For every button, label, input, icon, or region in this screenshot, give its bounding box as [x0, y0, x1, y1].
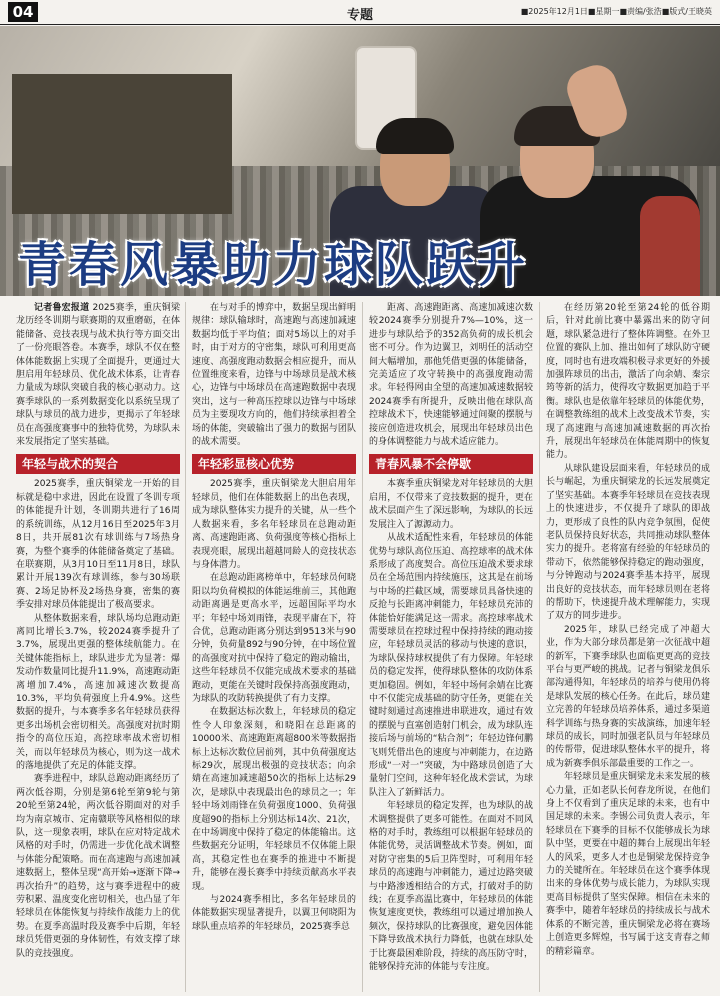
paragraph: 从整体数据来看，球队场均总跑动距离同比增长3.7%，较2024赛季提升了3.7%，展现出更强的整体续航能力。在关键体能指标上，球队进步尤为显著：爆发动作数量同比提升11.9%，高速跑动距离增加7.4%，高速加减速次数提高10.3%，平均负荷强度上升4.9%。这些数据的提升，与本赛季多名年轻球员获得更多出场机会密切相关。高强度对抗时期指令的高位压迫，高控球率战术密切相关，而以年轻球员为核心，则为这一战术的落地提供了充足的体能支撑。 — [16, 613, 180, 771]
paragraph: 2025赛季，重庆铜梁龙一开始的目标就是稳中求进，因此在设置了冬训专项的体能提升计划，冬训期共进行了16周的系统训练，从12月16日至2025年3月8日，共开展81次有球训练与7场热身赛，为整个赛季的体能储备奠定了基础。在联赛期，从3月10日至11月8日，球队累计开展139次有球训练，参与30场联赛、2场足协杯及2场热身赛，密集的赛季安排对球员体能提出了极高要求。 — [16, 479, 180, 611]
page-number: 04 — [8, 2, 38, 22]
paragraph: 与2024赛季相比，多名年轻球员的体能数据实现显著提升，以翼卫何晓阳为球队重点培养的年轻球员，2025赛季总 — [192, 895, 356, 932]
subheading: 年轻与战术的契合 — [16, 454, 180, 474]
article-column-4 — [546, 302, 710, 959]
paragraph: 2025赛季，重庆铜梁龙大胆启用年轻球员，他们在体能数据上的出色表现，成为球队整体实力提升的关键，从一些个人数据来看，多名年轻球员在总跑动距离、高速跑距离、负荷强度等核心指标上表现亮眼，展现出超越同龄人的竞技状态与身体潜力。 — [192, 479, 356, 570]
article-column-2 — [192, 302, 356, 934]
jacket-sleeve — [640, 196, 700, 296]
main-headline: 青春风暴助力球队跃升 — [18, 237, 529, 293]
paragraph: 赛季进程中，球队总跑动距离经历了两次低谷期，分别是第6轮至第9轮与第20轮至第24轮，两次低谷期面对的对手均为南京城市、定南赣联等风格相似的球队，这一现象表明，球队在应对特定战术风格的对手时，仍需进一步优化战术调整与体能分配策略。而在高速跑与高速加减速数据上，整体呈现“高开始→逐渐下降→再次抬升”的趋势，这与赛季进程中的疲劳积累、温度变化密切相关，也凸显了年轻球员在体能恢复与持续作战能力上的优势。在夏季高温时段及赛季中后期，年轻球员凭借更强的身体韧性，有效支撑了球队的竞技强度。 — [16, 774, 180, 959]
paragraph: 距离、高速跑距离、高速加减速次数较2024赛季分别提升7%—10%，这一进步与球队给予的352高负荷的成长机会密不可分。作为边翼卫，刘明任的活动空间大幅增加，那他凭借更强的体能储备，完美适应了攻守转换中的高强度跑动需求。年轻得网由全望的高速加减速数据较2024赛季有所提升，反映出他在球队高控球战术下，快速能够通过间聚的摆脱与接应创造进攻机会，展现出年轻球员出色的身体调整能力与战术适应能力。 — [369, 303, 533, 448]
paragraph: 本赛季重庆铜梁龙对年轻球员的大胆启用，不仅带来了竞技数据的提升，更在战术层面产生了深远影响，为球队的长远发展注入了源源动力。 — [369, 479, 533, 530]
byline: 记者鲁宏报道 — [34, 303, 90, 313]
paragraph: 从战术适配性来看，年轻球员的体能优势与球队高位压迫、高控球率的战术体系形成了高度契合。高位压迫战术要求球员在全场范围内持续施压，这其是在前场与中场的拦截区域，需要球员具备快速的反抢与长距离冲刺能力，年轻球员充沛的体能恰好能满足这一需求。高控球率战术需要球员在控球过程中保持持续的跑动接应，年轻球员灵活的移动与快速的意识，为球队保持球权提供了有力保障。年轻球员的稳定发挥，使得球队整体的攻防体系更加稳固。例如，年轻中场何余婧在比赛中不仅能完成基础的防守任务，更能在关键时刻通过高速推进串联进攻，通过有效的摆脱与直塞创造射门机会，成为球队连接后场与前场的“粘合剂”；年轻边锋何鹏飞则凭借出色的速度与冲刺能力，在边路形成“一对一”突破，为中路球员创造了大量射门空间，这种年轻化战术尝试，为球队注入了新鲜活力。 — [369, 533, 533, 798]
column-divider — [362, 302, 363, 992]
paragraph: 在总跑动距离榜单中，年轻球员何晓阳以均负荷模拟的体能运维前三，其他跑动距离遇是更高水平，远超国际平均水平；年轻中场刘雨锋，表现平庸在下，符合优，总跑动距离分别达到9513米与90分钟，负荷量892与90分钟，在中场位置的高强度对抗中保持了稳定的跑动输出，这些年轻球员不仅能完成战术要求的基础跑动，更能在关键时段保持高强度跑动，为球队的攻防转换提供了有力支撑。 — [192, 573, 356, 704]
paragraph: 在数据达标次数上，年轻球员的稳定性令人印象深刻，和晓阳在总距离的10000米、高速跑距离超800米等数据指标上达标次数位居前列，其中负荷强度达标29次，展现出极强的竞技状态；向余婧在高速加减速超50次的指标上达标29次，是球队中表现最出色的球员之一；年轻中场刘雨锋在负荷强度1000、负荷强度超90的指标上分别达标14次、21次，在中场调度中保持了稳定的体能输出。这些数据充分证明，年轻球员不仅体能上限高，其稳定性也在赛季的推进中不断提升，能够在漫长赛季中持续贡献高水平表现。 — [192, 707, 356, 892]
paragraph: 年轻球员的稳定发挥，也为球队的战术调整提供了更多可能性。在面对不同风格的对手时，教练组可以根据年轻球员的体能优势，灵活调整战术节奏。例如，面对防守密集的5后卫阵型时，可利用年轻球员的高速跑与冲刺能力，通过边路突破与中路渗透相结合的方式，打破对手的防线；在夏季高温比赛中，年轻球员的体能恢复速度更快，教练组可以通过增加换人频次，保持球队的比赛强度，避免因体能下降导致战术执行力降低，也就在球队处于比赛最困难阶段，持续的高压防守时，能够保持充沛的体能与专注度。 — [369, 801, 533, 973]
article-column-3 — [369, 302, 533, 975]
player-left-hair — [376, 118, 454, 154]
date-line: ■2025年12月1日■星期一■责编/张浩■版式/王晓英 — [520, 7, 712, 16]
subheading: 年轻彩显核心优势 — [192, 454, 356, 474]
paragraph: 从球队建设层面来看，年轻球员的成长与崛起，为重庆铜梁龙的长远发展奠定了坚实基础。本赛季年轻球员在竞技表现上的快速进步，不仅提升了球队的即战力，更形成了良性的队内竞争氛围，促使老队员保持良好状态，共同推动球队整体实力的提升。老将富有经验的年轻球员的带动下，依然能够保持稳定的跑动强度，与分钟跑动与2024赛季基本持平，展现出良好的竞技状态，而年轻球员则在老将的帮助下，快速提升战术理解能力，实现了双方的同步进步。 — [546, 463, 710, 622]
section-title: 专题 — [346, 8, 373, 23]
article-column-1 — [16, 302, 180, 961]
page-header — [0, 0, 720, 25]
paragraph: 在经历第20轮至第24轮的低谷期后，针对此前比赛中暴露出来的防守问题，球队紧急进行了整体阵调整。在外卫位置的赛队上加、推出如何了球队防守硬度，同时也有进攻端积极寻求更好的外援加强阵球员的出击，激活了向余婧、秦宗筠等新的活力，使得攻守数据更加趋于平衡。球队也是依靠年轻球员的体能优势，在调整教练组的战术上改变战术节奏，实现了高速跑与高速加减速数据的再次抬升，展现出年轻球员在体能周期中的恢复能力。 — [546, 303, 710, 461]
column-divider — [539, 302, 540, 992]
paragraph: 2025年，球队已经完成了冲超大业，作为大部分球员都是第一次征战中超的新军，下赛季球队也面临更更高的竞技平台与更严峻的挑战。记者与铜梁龙俱乐部沟通得知，年轻球员的培养与使用仍将是球队发展的核心任务。在此后，球员建立完善的年轻球员培养体系，通过多渠道科学训练与热身赛的实战演练，加速年轻球员的成长，同时加强老队员与年轻球员的传帮带，促进球队整体水平的提升，将成为新赛季俱乐部最重要的工作之一。 — [546, 624, 710, 769]
paragraph-text: 2025赛季，重庆铜梁龙历经冬训期与联赛期的双重磨砺，在体能储备、竞技表现与战术执行等方面交出了一份亮眼答卷。本赛季，球队不仅在整体体能数据上实现了全面提升，更通过大胆启用年轻球员、优化战术体系，让青春力量成为球队突破自我的核心驱动力。这赛季球队的一系列数据变化以系统呈现了球队与球员的战力进步，更揭示了年轻球员在高强度赛事中的独特优势，为球队未来发展指定了坚实基础。 — [16, 303, 180, 448]
blurred-region — [12, 74, 232, 214]
paragraph: 年轻球员是重庆铜梁龙未来发展的核心力量，正如老队长何春龙所说，在他们身上不仅看到了重庆足球的未来，也有中国足球的未来。李锡公司负责人表示，年轻球员在下赛季的目标不仅能够成长为球队中坚，更要在中超的舞台上展现出年轻人的风采，更多人才也是铜梁龙保持竞争力的关键所在。年轻球员在这个赛季体现出来的身体优势与成长能力，为球队实现更高目标提供了坚实保障。相信在未来的赛季中，随着年轻球员的持续成长与战术体系的不断完善，重庆铜梁龙必将在赛场上创造更多辉煌，书写属于这支青春之师的精彩篇章。 — [546, 772, 710, 957]
intro-paragraph — [16, 302, 180, 449]
paragraph: 在与对手的博弈中，数据呈现出鲜明规律：球队输球时，高速跑与高速加减速数据均低于平均值；面对5场以上的对手时，由于对方的守密集，球队可利用更高速度、高强度跑动数据会相应提升，而从位置维度来看，边锋与中场球员是战术核心，边锋与中场球员在高速跑数据中表现突出，这与一种高压控球以边锋与中场球员为主要现攻方向的，他们持续承担着全场的体能，突破输出了强力的数据与团队的战术需要。 — [192, 303, 356, 448]
column-divider — [185, 302, 186, 992]
subheading: 青春风暴不会停歇 — [369, 454, 533, 474]
